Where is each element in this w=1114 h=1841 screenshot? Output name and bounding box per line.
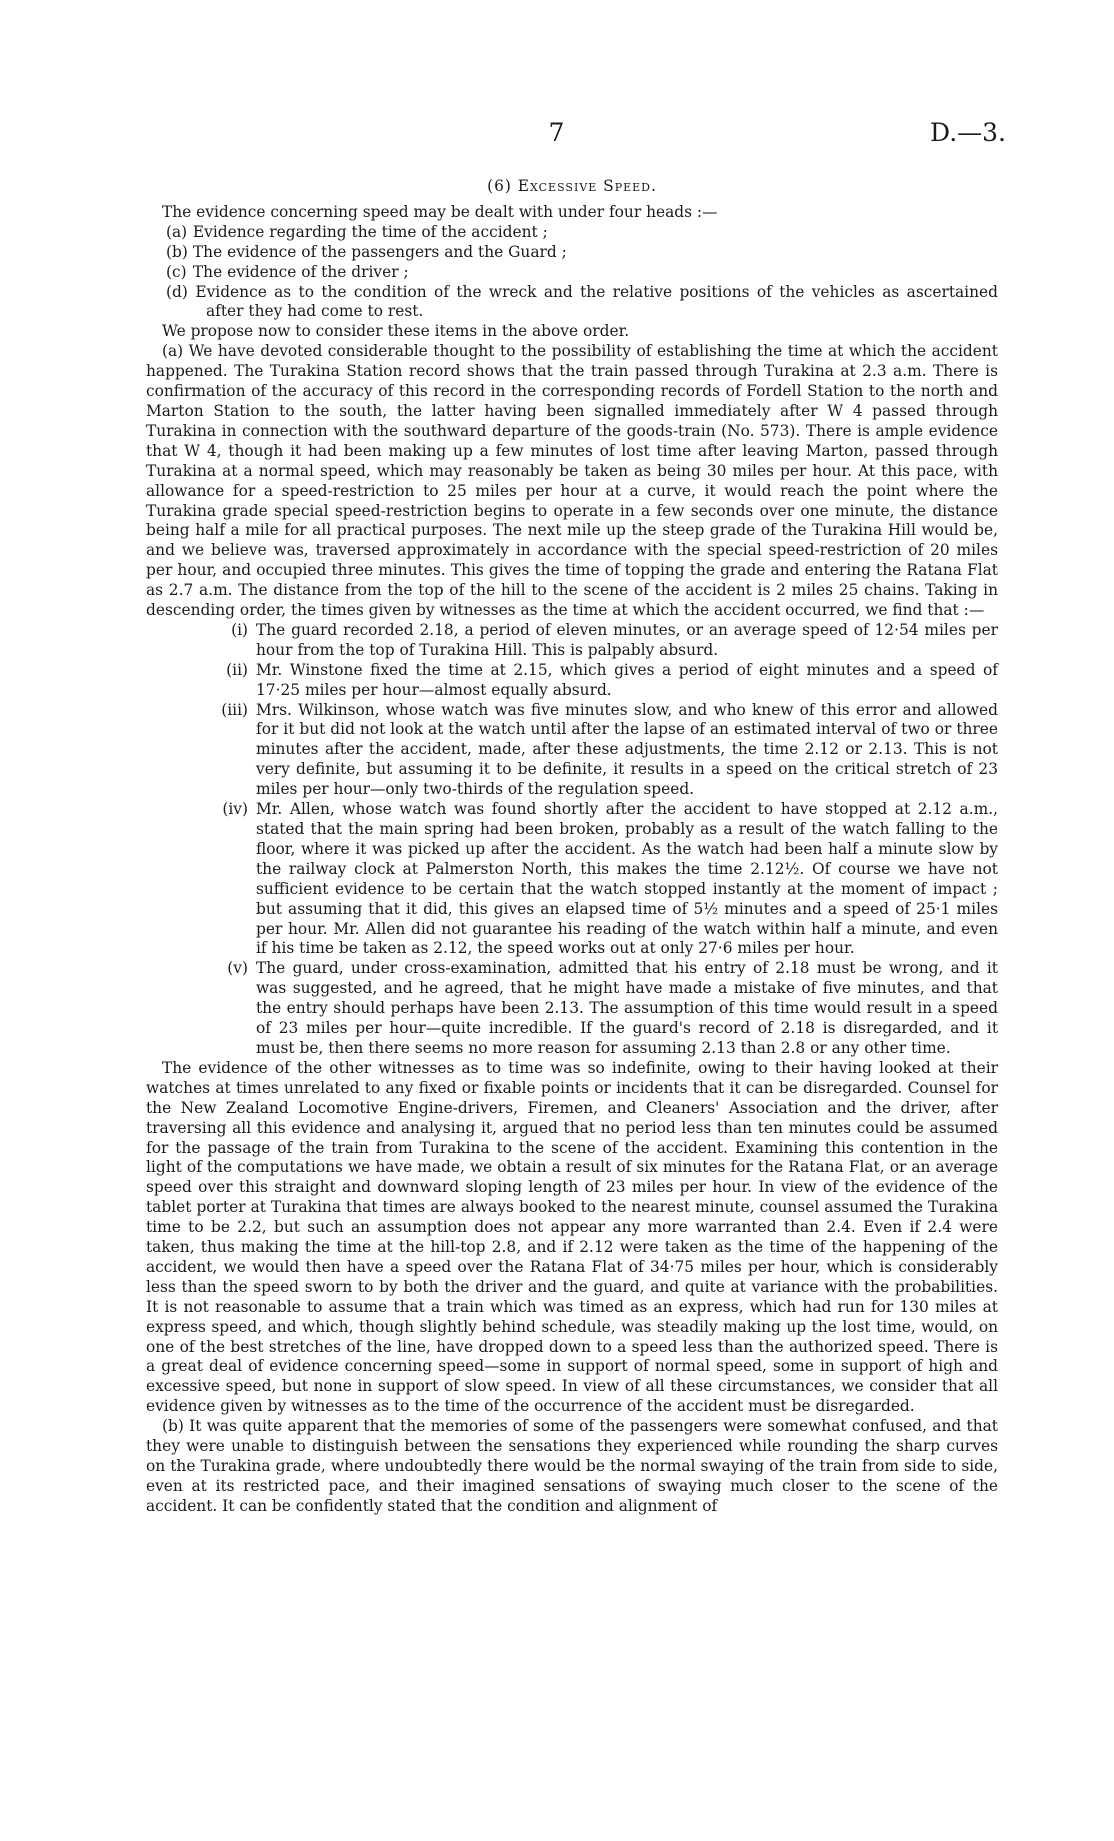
head-item xyxy=(166,223,998,243)
item-text: The guard, under cross-examination, admitted that his entry of 2.18 must be wrong, and it was suggested, and he agreed, that he might have made a mistake of five minutes, and that the entry should perhaps have been 2.13. The assumption of this time would result in a speed of 23 miles per hour—quite incredible. If the guard's record of 2.18 is disregarded, and it must be, then there seems no more reason for assuming 2.13 than 2.8 or any other time. xyxy=(256,959,998,1057)
propose-paragraph: We propose now to consider these items in the above order. xyxy=(162,322,630,341)
head-text: Evidence as to the condition of the wreck and the relative positions of the vehicles as ascertained after they had come to rest. xyxy=(195,282,998,321)
head-marker: (c) xyxy=(166,262,187,281)
item-marker: (iii) xyxy=(221,700,248,719)
witness-time-item xyxy=(146,959,998,1059)
item-marker: (ii) xyxy=(226,660,248,679)
paragraph-b: (b) It was quite apparent that the memories of some of the passengers were somewhat confused, and that they were unable to distinguish between the sensations they experienced while rounding the sharp curves on the Turakina grade, where undoubtedly there would be the normal swaying of the train from side to side, even at its restricted pace, and their imagined sensations of swaying much closer to the scene of the accident. It can be confidently stated that the condition and alignment of xyxy=(146,1417,998,1515)
witness-times-list xyxy=(146,621,998,1059)
item-text: Mr. Allen, whose watch was found shortly after the accident to have stopped at 2.12 a.m., stated that the main spring had been broken, probably as a result of the watch falling to the floor, where it was picked up after the accident. As the watch had been half a minute slow by the railway clock at Palmerston North, this makes the time 2.12½. Of course we have not sufficient evidence to be certain that the watch stopped instantly at the moment of impact ; but assuming that it did, this gives an elapsed time of 5½ minutes and a speed of 25·1 miles per hour. Mr. Allen did not guarantee his reading of the watch within half a minute, and even if his time be taken as 2.12, the speed works out at only 27·6 miles per hour. xyxy=(256,800,998,958)
head-text: The evidence of the driver ; xyxy=(192,262,409,281)
head-marker: (a) xyxy=(166,222,188,241)
head-marker: (b) xyxy=(166,242,188,261)
head-text: Evidence regarding the time of the accident ; xyxy=(192,222,548,241)
item-marker: (iv) xyxy=(222,800,248,819)
witness-time-item xyxy=(146,701,998,801)
head-item xyxy=(166,243,998,263)
paragraph-other-witnesses: The evidence of the other witnesses as to time was so indefinite, owing to their having looked at their watches at times unrelated to any fixed or fixable points or incidents that it can be disregarded. Counsel for the New Zealand Locomotive Engine-drivers, Firemen, and Cleaners' Association and the driver, after traversing all this evidence and analysing it, argued that no period less than ten minutes could be assumed for the passage of the train from Turakina to the scene of the accident. Examining this contention in the light of the computations we have made, we obtain a result of six minutes for the Ratana Flat, or an average speed over this straight and downward sloping length of 23 miles per hour. In view of the evidence of the tablet porter at Turakina that times are always booked to the nearest minute, counsel assumed the Turakina time to be 2.2, but such an assumption does not appear any more warranted than 2.4. Even if 2.4 were taken, thus making the time at the hill-top 2.8, and if 2.12 were taken as the time of the happening of the accident, we would then have a speed over the Ratana Flat of 34·75 miles per hour, which is considerably less than the speed sworn to by both the driver and the guard, and quite at variance with the probabilities. It is not reasonable to assume that a train which was timed as an express, which had run for 130 miles at express speed, and which, though slightly behind schedule, was steadily making up the lost time, would, on one of the best stretches of the line, have dropped down to a speed less than the authorized speed. There is a great deal of evidence concerning speed—some in support of normal speed, some in support of high and excessive speed, but none in support of slow speed. In view of all these circumstances, we consider that all evidence given by witnesses as to the time of the occurrence of the accident must be disregarded. xyxy=(146,1058,998,1416)
head-item xyxy=(166,283,998,323)
head-marker: (d) xyxy=(166,282,188,301)
item-marker: (i) xyxy=(231,620,248,639)
item-marker: (v) xyxy=(227,959,248,978)
item-text: Mrs. Wilkinson, whose watch was five minutes slow, and who knew of this error and allowed for it but did not look at the watch until after the lapse of an estimated interval of two or three minutes after the accident, made, after these adjustments, the time 2.12 or 2.13. This is not very definite, but assuming it to be definite, it results in a speed on the critical stretch of 23 miles per hour—only two-thirds of the regulation speed. xyxy=(256,700,998,799)
document-body xyxy=(146,177,998,1517)
witness-time-item xyxy=(146,621,998,661)
witness-time-item xyxy=(146,661,998,701)
head-text: The evidence of the passengers and the Guard ; xyxy=(192,242,567,261)
intro-paragraph: The evidence concerning speed may be dealt with under four heads :— xyxy=(162,202,718,221)
page-number: 7 xyxy=(548,118,566,147)
paragraph-a: (a) We have devoted considerable thought to the possibility of establishing the time at which the accident happened. The Turakina Station record shows that the train passed through Turakina at 2.3 a.m. There is confirmation of the accuracy of this record in the corresponding records of Fordell Station to the north and Marton Station to the south, the latter having been signalled immediately after W 4 passed through Turakina in connection with the southward departure of the goods-train (No. 573). There is ample evidence that W 4, though it had been making up a few minutes of lost time after leaving Marton, passed through Turakina at a normal speed, which may reasonably be taken as being 30 miles per hour. At this pace, with allowance for a speed-restriction to 25 miles per hour at a curve, it would reach the point where the Turakina grade special speed-restriction begins to operate in a few seconds over one minute, the distance being half a mile for all practical purposes. The next mile up the steep grade of the Turakina Hill would be, and we believe was, traversed approximately in accordance with the special speed-restriction of 20 miles per hour, and occupied three minutes. This gives the time of topping the grade and entering the Ratana Flat as 2.7 a.m. The distance from the top of the hill to the scene of the accident is 2 miles 25 chains. Taking in descending order, the times given by witnesses as the time at which the accident occurred, we find that :— xyxy=(146,342,998,620)
heads-list xyxy=(166,223,998,323)
section-heading: (6) Excessive Speed. xyxy=(487,177,657,195)
head-item xyxy=(166,263,998,283)
document-reference: D.—3. xyxy=(930,118,1006,147)
item-text: Mr. Winstone fixed the time at 2.15, which gives a period of eight minutes and a speed of 17·25 miles per hour—almost equally absurd. xyxy=(256,660,998,699)
item-text: The guard recorded 2.18, a period of eleven minutes, or an average speed of 12·54 miles per hour from the top of Turakina Hill. This is palpably absurd. xyxy=(256,620,998,659)
witness-time-item xyxy=(146,800,998,959)
